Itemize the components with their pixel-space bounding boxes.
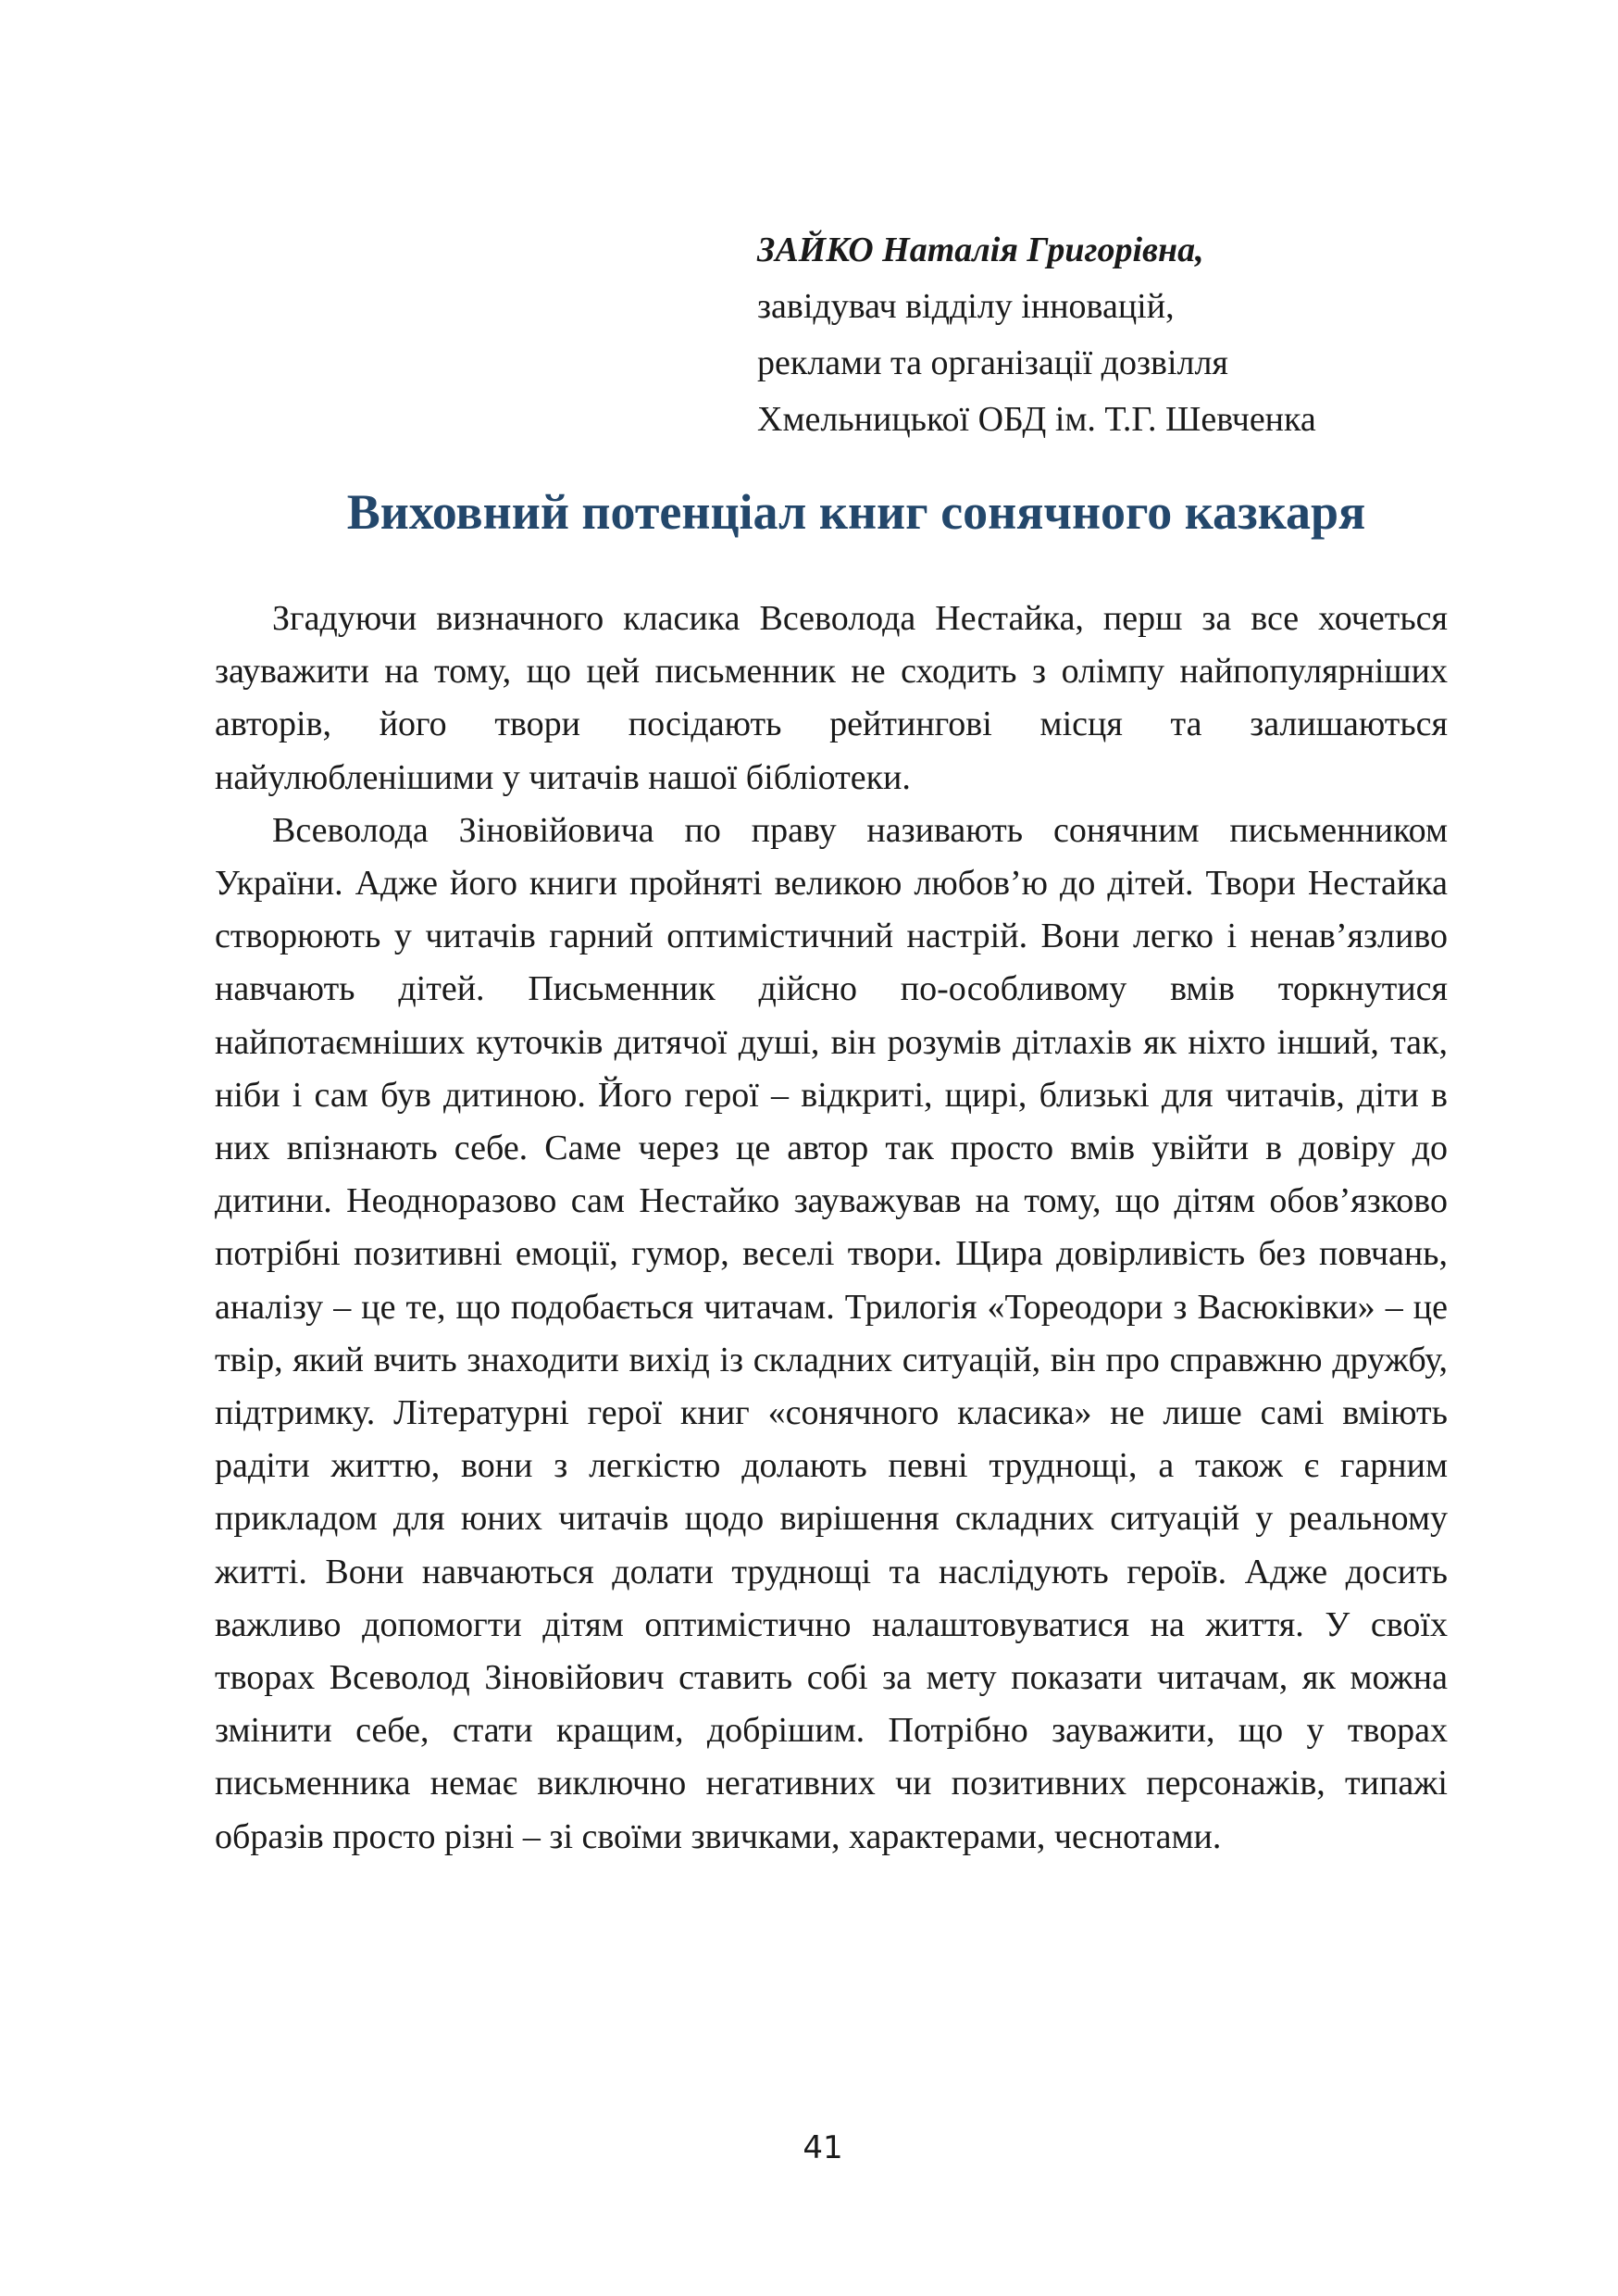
- article-title: Виховний потенціал книг сонячного казкаря: [346, 484, 1366, 540]
- author-institution: Хмельницької ОБД ім. Т.Г. Шевченка: [757, 400, 1316, 439]
- author-position: завідувач відділу інновацій,: [757, 287, 1175, 326]
- page-number: 41: [803, 2129, 843, 2166]
- article-body: [215, 593, 1448, 1864]
- paragraph: Всеволода Зіновійовича по праву називають сонячним письменником України. Адже його книги пройняті великою любов’ю до дітей. Твори Нестайка створюють у читачів гарний оптимістичний настрій. Вони легко і ненав’язливо навчають дітей. Письменник дійсно по-особливому вмів торкнутися найпотаємніших куточків дитячої душі, він розумів дітлахів як ніхто інший, так, ніби і сам був дитиною. Його герої – відкриті, щирі, близькі для читачів, діти в них впізнають себе. Саме через це автор так просто вмів увійти в довіру до дитини. Неодноразово сам Нестайко зауважував на тому, що дітям обов’язково потрібні позитивні емоції, гумор, веселі твори. Щира довірливість без повчань, аналізу – це те, що подобається читачам. Трилогія «Тореодори з Васюківки» – це твір, який вчить знаходити вихід із складних ситуацій, він про справжню дружбу, підтримку. Літературні герої книг «сонячного класика» не лише самі вміють радіти життю, вони з легкістю долають певні труднощі, а також є гарним прикладом для юних читачів щодо вирішення складних ситуацій у реальному житті. Вони навчаються долати труднощі та наслідують героїв. Адже досить важливо допомогти дітям оптимістично налаштовуватися на життя. У своїх творах Всеволод Зіновійович ставить собі за мету показати читачам, як можна змінити себе, стати кращим, добрішим. Потрібно зауважити, що у творах письменника немає виключно негативних чи позитивних персонажів, типажі образів просто різні – зі своїми звичками, характерами, чеснотами.: [215, 810, 1448, 1856]
- author-department: реклами та організації дозвілля: [757, 343, 1228, 382]
- author-name: ЗАЙКО Наталія Григорівна,: [757, 231, 1204, 269]
- paragraph: Згадуючи визначного класика Всеволода Нестайка, перш за все хочеться зауважити на тому, що цей письменник не сходить з олімпу найпопулярніших авторів, його твори посідають рейтингові місця та залишаються найулюбленішими у читачів нашої бібліотеки.: [215, 599, 1448, 797]
- author-block: [757, 222, 1461, 448]
